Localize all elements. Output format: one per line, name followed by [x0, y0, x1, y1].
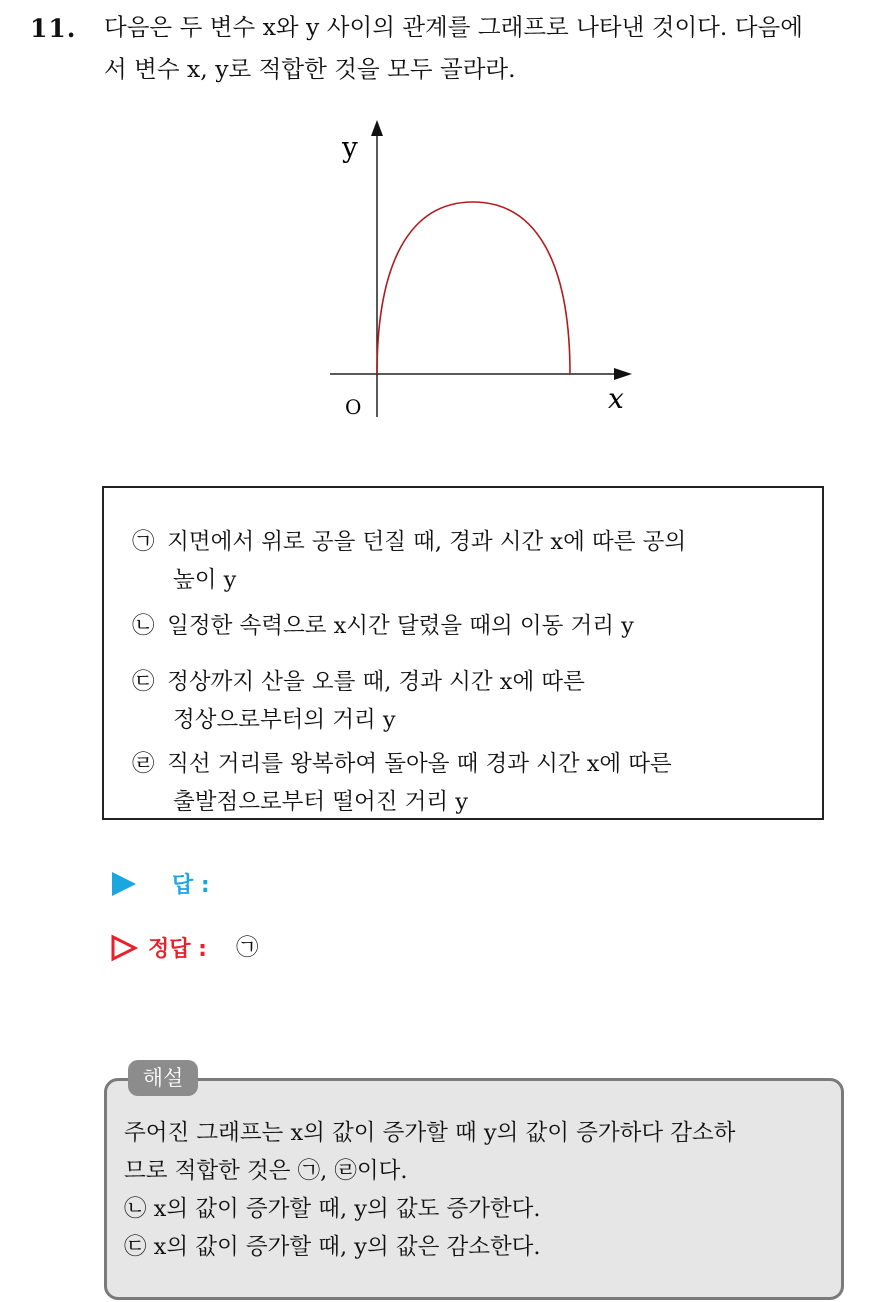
option-3-text-cont: 정상으로부터의 거리 y	[173, 707, 396, 733]
origin-label: O	[345, 395, 362, 419]
explanation-line-3: ㉡ x의 값이 증가할 때, y의 값도 증가한다.	[124, 1196, 541, 1222]
option-1-mark: ㉠	[132, 529, 155, 555]
key-arrow-icon	[110, 934, 138, 962]
option-4-text-cont: 출발점으로부터 떨어진 거리 y	[173, 789, 468, 815]
question-number: 11.	[30, 14, 77, 43]
option-1-text-cont: 높이 y	[173, 567, 237, 593]
y-axis-label: y	[342, 131, 358, 164]
option-4	[132, 748, 672, 780]
option-4-mark: ㉣	[132, 751, 155, 777]
question-text-line2: 서 변수 x, y로 적합한 것을 모두 골라라.	[104, 55, 516, 83]
option-2	[132, 610, 634, 642]
y-axis-arrow-icon	[371, 120, 383, 136]
explanation-tag: 해설	[128, 1060, 198, 1096]
explanation-box	[104, 1078, 844, 1300]
option-4-text: 직선 거리를 왕복하여 돌아올 때 경과 시간 x에 따른	[167, 751, 672, 777]
graph-curve	[377, 202, 570, 374]
option-1-text: 지면에서 위로 공을 던질 때, 경과 시간 x에 따른 공의	[167, 529, 687, 555]
answer-label: 답 :	[172, 873, 210, 898]
option-2-text: 일정한 속력으로 x시간 달렸을 때의 이동 거리 y	[167, 613, 634, 639]
graph	[320, 112, 640, 432]
answer-arrow-icon	[112, 872, 136, 896]
option-3-mark: ㉢	[132, 669, 155, 695]
key-value: ㉠	[236, 935, 259, 961]
option-2-mark: ㉡	[132, 613, 155, 639]
option-1	[132, 526, 686, 558]
option-3	[132, 666, 585, 698]
explanation-line-1: 주어진 그래프는 x의 값이 증가할 때 y의 값이 증가하다 감소하	[124, 1120, 736, 1146]
option-3-text: 정상까지 산을 오를 때, 경과 시간 x에 따른	[167, 669, 585, 695]
x-axis-label: x	[608, 382, 624, 415]
question-text-line1: 다음은 두 변수 x와 y 사이의 관계를 그래프로 나타낸 것이다. 다음에	[104, 13, 803, 41]
explanation-line-4: ㉢ x의 값이 증가할 때, y의 값은 감소한다.	[124, 1234, 541, 1260]
x-axis-arrow-icon	[614, 368, 632, 380]
key-label: 정답 :	[148, 937, 207, 962]
explanation-line-2: 므로 적합한 것은 ㉠, ㉣이다.	[124, 1158, 408, 1184]
